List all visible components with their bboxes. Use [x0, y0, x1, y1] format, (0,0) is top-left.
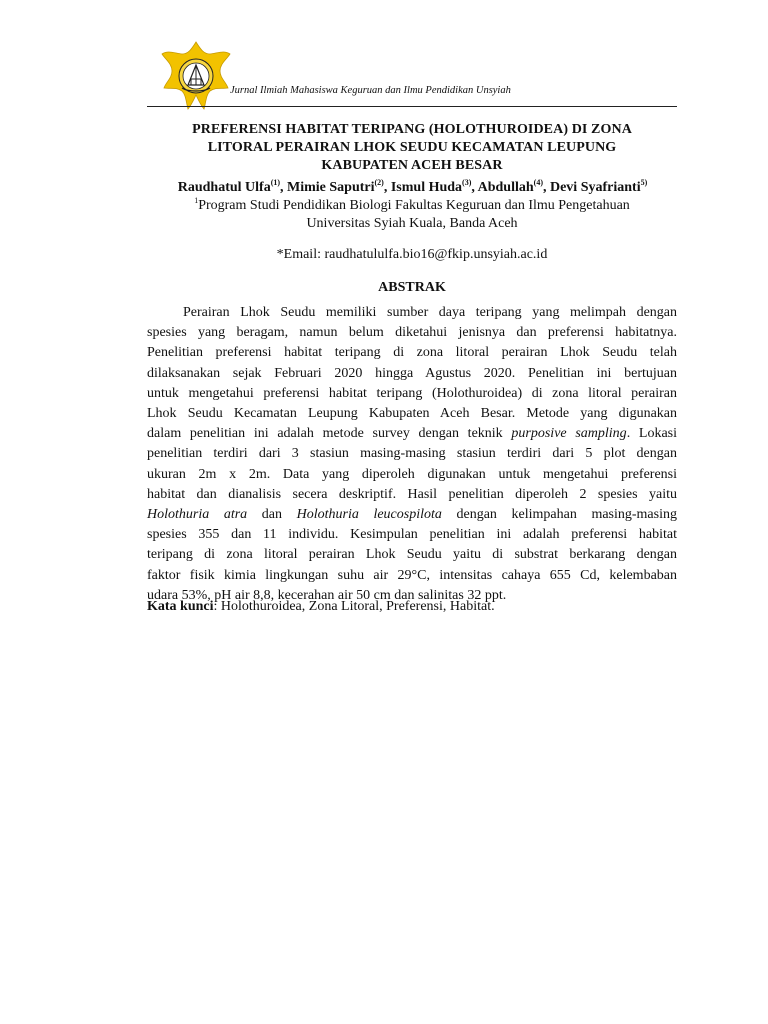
- author-separator: ,: [471, 180, 478, 195]
- affiliation-line: [148, 197, 676, 215]
- abstract-line: [147, 424, 677, 444]
- keywords-text: : Holothuroidea, Zona Litoral, Preferensi, Habitat.: [213, 599, 495, 614]
- author-name: Devi Syafrianti: [549, 180, 641, 195]
- abstract-line: Perairan Lhok Seudu memiliki sumber daya teripang yang melimpah dengan: [183, 305, 677, 320]
- abstract-line: untuk mengetahui preferensi habitat teripang (Holothuroidea) di zona litoral perairan: [147, 385, 677, 401]
- corresponding-email: *Email: raudhatululfa.bio16@fkip.unsyiah.ac.id: [276, 247, 548, 262]
- abstract-line: spesies 355 dan 11 individu. Kesimpulan penelitian ini adalah preferensi habitat: [147, 527, 677, 543]
- abstract-line: udara 53%, pH air 8,8, kecerahan air 50 cm dan salinitas 32 ppt.: [147, 587, 507, 603]
- author-name: Ismul Huda: [390, 180, 463, 195]
- abstract-text-run: dengan kelimpahan masing-masing: [441, 507, 677, 523]
- species-name: Holothuria leucospilota: [296, 507, 442, 523]
- affiliation-line: Universitas Syiah Kuala, Banda Aceh: [306, 216, 518, 231]
- abstract-line: [147, 505, 677, 525]
- abstract-line: habitat dan dianalisis secera deskriptif. Hasil penelitian diperoleh 2 spesies yaitu: [147, 486, 677, 502]
- method-term: purposive sampling: [511, 426, 627, 442]
- author-name: Abdullah: [477, 180, 534, 195]
- abstract-line: Penelitian preferensi habitat teripang di zona litoral perairan Lhok Seudu telah: [147, 345, 677, 361]
- abstract-line: teripang di zona litoral perairan Lhok Seudu yaitu di substrat berkarang dengan: [147, 547, 677, 563]
- author-name: Mimie Saputri: [287, 180, 375, 195]
- abstract-text-run: dalam penelitian ini adalah metode survey dengan teknik: [147, 426, 512, 442]
- author-separator: ,: [542, 180, 550, 195]
- keywords: [147, 597, 677, 617]
- journal-header: [160, 40, 680, 110]
- affiliation-text: Program Studi Pendidikan Biologi Fakultas Keguruan dan Ilmu Pengetahuan: [198, 198, 630, 213]
- paper-title: [148, 121, 676, 175]
- author-affiliation-mark: (3): [462, 178, 472, 187]
- abstract-text: [147, 303, 677, 606]
- abstract-line: Lhok Seudu Kecamatan Leupung Kabupaten Aceh Besar. Metode yang digunakan: [147, 406, 677, 422]
- keywords-label: Kata kunci: [147, 599, 214, 614]
- abstract-line: dilaksanakan sejak Februari 2020 hingga Agustus 2020. Penelitian ini bertujuan: [147, 365, 677, 381]
- abstract-line: faktor fisik kimia lingkungan suhu air 29°C, intensitas cahaya 655 Cd, kelembaban: [147, 567, 677, 583]
- title-line: LITORAL PERAIRAN LHOK SEUDU KECAMATAN LEUPUNG: [207, 140, 617, 155]
- author-separator: ,: [280, 180, 288, 195]
- abstract-line: penelitian terdiri dari 3 stasiun masing-masing stasiun terdiri dari 5 plot dengan: [147, 446, 677, 462]
- author-separator: ,: [383, 180, 391, 195]
- header-divider: [147, 106, 677, 107]
- abstract-text-run: dan: [247, 507, 297, 523]
- university-logo-icon: [160, 40, 232, 110]
- author-affiliation-mark: (4): [533, 178, 543, 187]
- journal-name: Jurnal Ilmiah Mahasiswa Keguruan dan Ilmu Pendidikan Unsyiah: [230, 85, 511, 96]
- title-line: KABUPATEN ACEH BESAR: [321, 158, 503, 173]
- title-line: PREFERENSI HABITAT TERIPANG (HOLOTHUROIDEA) DI ZONA: [192, 122, 632, 137]
- affiliation-mark: 1: [194, 196, 199, 205]
- author-name: Raudhatul Ulfa: [177, 180, 271, 195]
- author-affiliation-mark: (2): [374, 178, 384, 187]
- author-affiliation: [148, 197, 676, 233]
- abstract-line: ukuran 2m x 2m. Data yang diperoleh digunakan untuk mengetahui preferensi: [147, 466, 677, 482]
- author-list: [140, 179, 685, 197]
- author-affiliation-mark: (1): [270, 178, 281, 187]
- species-name: Holothuria atra: [147, 507, 248, 523]
- abstract-line: spesies yang beragam, namun belum diketahui jenisnya dan preferensi habitatnya.: [147, 325, 677, 341]
- abstract-heading: ABSTRAK: [378, 280, 446, 295]
- author-affiliation-mark: 5): [640, 178, 648, 187]
- abstract-text-run: . Lokasi: [626, 426, 678, 442]
